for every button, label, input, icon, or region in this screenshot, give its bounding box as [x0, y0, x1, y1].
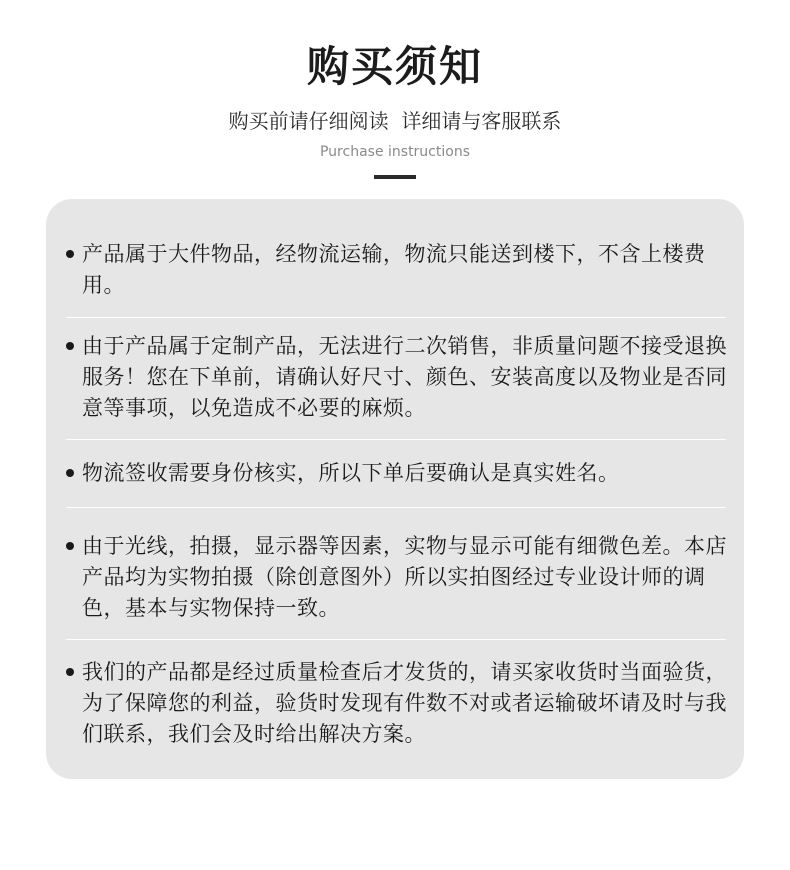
note-item: [66, 458, 732, 489]
page-title: 购买须知: [306, 42, 483, 91]
note-text: 产品属于大件物品，经物流运输，物流只能送到楼下，不含上楼费用。: [82, 242, 706, 297]
title-divider: [374, 175, 416, 179]
note-text: 由于产品属于定制产品，无法进行二次销售，非质量问题不接受退换服务！您在下单前，请确认好尺寸、颜色、安装高度以及物业是否同意等事项，以免造成不必要的麻烦。: [82, 334, 727, 420]
note-separator: [66, 317, 726, 318]
bullet-dot: [66, 668, 74, 676]
page-subtitle: 购买前请仔细阅读 详细请与客服联系: [228, 109, 562, 133]
page-subtitle-english: Purchase instructions: [319, 144, 470, 160]
bullet-dot: [66, 250, 74, 258]
bullet-dot: [66, 342, 74, 350]
note-item: [66, 531, 732, 624]
note-text: 由于光线，拍摄，显示器等因素，实物与显示可能有细微色差。本店产品均为实物拍摄（除创意图外）所以实拍图经过专业设计师的调色，基本与实物保持一致。: [82, 534, 727, 620]
bullet-dot: [66, 542, 74, 550]
note-separator: [66, 507, 726, 508]
note-item: [66, 657, 732, 750]
note-item: [66, 331, 732, 424]
note-text: 物流签收需要身份核实，所以下单后要确认是真实姓名。: [82, 461, 620, 485]
note-text: 我们的产品都是经过质量检查后才发货的，请买家收货时当面验货，为了保障您的利益，验货时发现有件数不对或者运输破坏请及时与我们联系，我们会及时给出解决方案。: [82, 660, 727, 746]
notes-card: [46, 199, 744, 779]
note-separator: [66, 639, 726, 640]
bullet-dot: [66, 469, 74, 477]
note-separator: [66, 439, 726, 440]
note-item: [66, 239, 732, 301]
